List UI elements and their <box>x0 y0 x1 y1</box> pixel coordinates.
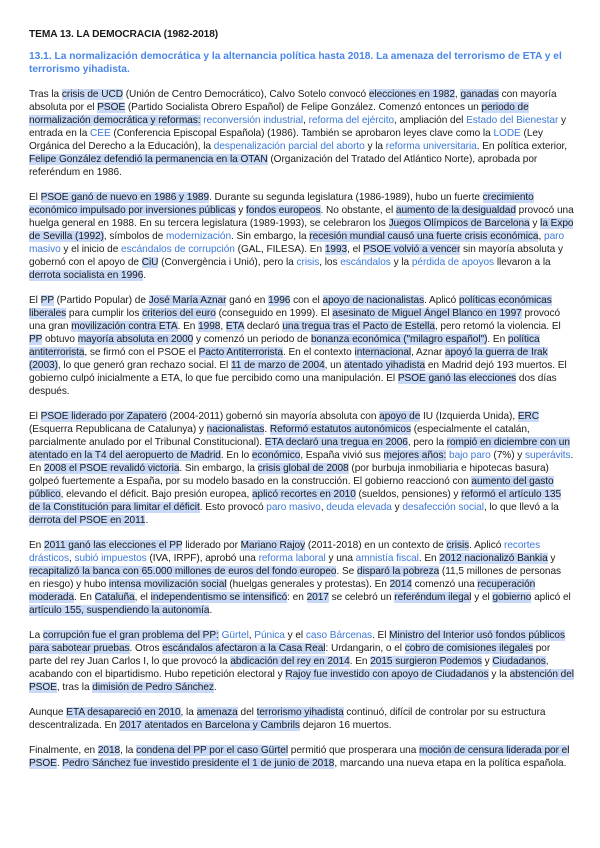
highlighted-text: reformó el artículo 135 de la Constitución para limitar el déficit <box>29 489 562 513</box>
highlighted-text: Felipe González defendió la permanencia en la OTAN <box>29 154 268 165</box>
paragraph-5: En 2011 ganó las elecciones el PP liderado por Mariano Rajoy (2011-2018) en un contexto de crisis. Aplicó recortes drásticos, subió impuestos (IVA, IRPF), aprobó una reforma laboral y una amnistía fiscal. En 2012 nacionalizó Bankia y recapitalizó la banca con 65.000 millones de euros del fondo europeo. Se disparó la pobreza (11,5 millones de personas en riesgo) y hubo intensa movilización social (huelgas generales y protestas). En 2014 comenzó una recuperación moderada. En Cataluña, el independentismo se intensificó: en 2017 se celebró un referéndum ilegal y el gobierno aplicó el artículo 155, suspendiendo la autonomía. <box>29 540 571 616</box>
paragraph-3: El PP (Partido Popular) de José María Aznar ganó en 1996 con el apoyo de nacionalistas. Aplicó políticas económicas liberales para cumplir los criterios del euro (conseguido en 1999). El asesinato de Miguel Ángel Blanco en 1997 provocó una gran movilización contra ETA. En 1998, ETA declaró una tregua tras el Pacto de Estella, pero retomó la violencia. El PP obtuvo mayoría absoluta en 2000 y comenzó un periodo de bonanza económica ("milagro español"). En política antiterrorista, se firmó con el PSOE el Pacto Antiterrorista. En el contexto internacional, Aznar apoyó la guerra de Irak (2003), lo que generó gran rechazo social. El 11 de marzo de 2004, un atentado yihadista en Madrid dejó 193 muertos. El gobierno culpó inicialmente a ETA, lo que fue percibido como una manipulación. El PSOE ganó las elecciones dos días después. <box>29 295 567 397</box>
highlighted-text: cobro de comisiones ilegales <box>404 643 533 654</box>
highlighted-text: recuperación moderada <box>29 579 536 603</box>
paragraph-2: El PSOE ganó de nuevo en 1986 y 1989. Durante su segunda legislatura (1986-1989), hubo un fuerte crecimiento económico impulsado por inversiones públicas y fondos europeos. No obstante, el aumento de la desigualdad provocó una huelga general en 1988. En su tercera legislatura (1989-1993), se celebraron los Juegos Olímpicos de Barcelona y la Expo de Sevilla (1992), símbolos de modernización. Sin embargo, la recesión mundial causó una fuerte crisis económica, paro masivo y el inicio de escándalos de corrupción (GAL, FILESA). En 1993, el PSOE volvió a vencer sin mayoría absoluta y gobernó con el apoyo de CiU (Convergència i Unió), pero la crisis, los escándalos y la pérdida de apoyos llevaron a la derrota socialista en 1996. <box>29 192 574 281</box>
highlighted-text: abdicación del rey en 2014 <box>230 656 350 667</box>
document-title: TEMA 13. LA DEMOCRACIA (1982-2018) <box>29 29 219 40</box>
highlighted-text: política antiterrorista <box>29 334 540 358</box>
highlighted-text: aplicó recortes en 2010 <box>251 489 356 500</box>
highlighted-text: terrorismo yihadista <box>256 707 344 718</box>
highlighted-text: artículo 155, suspendiendo la autonomía <box>29 605 210 616</box>
highlighted-text: crisis global de 2008 <box>257 463 349 474</box>
highlighted-text: PP <box>40 295 54 306</box>
highlighted-text: apoyo de <box>379 411 421 422</box>
highlighted-text: Reformó estatutos autonómicos <box>269 424 411 435</box>
blue-keyword: paro masivo <box>29 231 565 255</box>
highlighted-text: Cataluña <box>94 592 135 603</box>
highlighted-text: condena del PP por el caso Gürtel <box>136 745 289 756</box>
blue-keyword: escándalos <box>340 257 391 268</box>
highlighted-text: CiU <box>141 257 159 268</box>
highlighted-text: ETA desapareció en 2010 <box>66 707 181 718</box>
highlighted-text: apoyo de nacionalistas <box>322 295 425 306</box>
highlighted-text: periodo de normalización democrática y reformas: <box>29 102 529 126</box>
highlighted-text: 1998 <box>198 321 221 332</box>
highlighted-text: movilización contra ETA <box>71 321 178 332</box>
blue-keyword: paro masivo <box>266 502 321 513</box>
highlighted-text: apoyó la guerra de Irak (2003) <box>29 347 548 371</box>
highlighted-text: Ministro del Interior usó fondos públicos para sabotear pruebas <box>29 630 565 654</box>
highlighted-text: Juegos Olímpicos de Barcelona <box>388 218 530 229</box>
highlighted-text: 2008 el PSOE revalidó victoria <box>44 463 180 474</box>
highlighted-text: aumento de la desigualdad <box>395 205 516 216</box>
blue-keyword: reforma del ejército <box>308 115 395 126</box>
section-heading: 13.1. La normalización democrática y la alternancia política hasta 2018. La amenaza del terrorismo de ETA y el terrorismo yihadista. <box>29 51 562 75</box>
highlighted-text: la Expo de Sevilla (1992) <box>29 218 574 242</box>
highlighted-text: una tregua tras el Pacto de Estella <box>282 321 435 332</box>
blue-keyword: Púnica <box>254 630 285 641</box>
blue-keyword: modernización <box>166 231 232 242</box>
highlighted-text: elecciones en 1982 <box>368 89 455 100</box>
blue-keyword: reforma laboral <box>258 553 326 564</box>
highlighted-text: 2014 <box>389 579 412 590</box>
paragraph-8: Finalmente, en 2018, la condena del PP por el caso Gürtel permitió que prosperara una moción de censura liderada por el PSOE. Pedro Sánchez fue investido presidente el 1 de junio de 2018, marcando una nueva etapa en la política española. <box>29 745 570 769</box>
highlighted-text: 2015 surgieron Podemos <box>370 656 482 667</box>
blue-keyword: amnistía fiscal <box>355 553 419 564</box>
highlighted-text: 1993 <box>324 244 348 255</box>
highlighted-text: PSOE ganó las elecciones <box>397 373 517 384</box>
blue-keyword: caso Bárcenas <box>305 630 373 641</box>
highlighted-text: criterios del euro <box>142 308 216 319</box>
highlighted-text: dimisión de Pedro Sánchez <box>92 682 214 693</box>
highlighted-text: 2017 <box>306 592 329 603</box>
highlighted-text: PSOE volvió a vencer <box>363 244 461 255</box>
highlighted-text: económico <box>251 450 301 461</box>
paragraph-1: Tras la crisis de UCD (Unión de Centro Democrático), Calvo Sotelo convocó elecciones en 1982, ganadas con mayoría absoluta por el PSOE (Partido Socialista Obrero Español) de Felipe González. Comenzó entonces un periodo de normalización democrática y reformas: reconversión industrial, reforma del ejército, ampliación del Estado del Bienestar y entrada en la CEE (Conferencia Episcopal Española) (1986). También se aprobaron leyes clave como la LODE (Ley Orgánica del Derecho a la Educación), la despenalización parcial del aborto y la reforma universitaria. En política exterior, Felipe González defendió la permanencia en la OTAN (Organización del Tratado del Atlántico Norte), aprobada por referéndum en 1986. <box>29 89 568 178</box>
highlighted-text: referéndum ilegal <box>394 592 472 603</box>
highlighted-text: internacional <box>354 347 412 358</box>
highlighted-text: ETA declaró una tregua en 2006 <box>264 437 408 448</box>
highlighted-text: 11 de marzo de 2004 <box>230 360 325 371</box>
blue-keyword: bajo paro <box>449 450 491 461</box>
highlighted-text: rompió en diciembre con un atentado en la T4 del aeropuerto de Madrid <box>29 437 570 461</box>
highlighted-text: corrupción fue el gran problema del PP: <box>42 630 219 641</box>
blue-keyword: subió impuestos <box>74 553 147 564</box>
blue-keyword: CEE <box>90 128 111 139</box>
highlighted-text: intensa movilización social <box>108 579 227 590</box>
highlighted-text: crecimiento económico impulsado por inversiones públicas <box>29 192 534 216</box>
blue-keyword: Estado del Bienestar <box>466 115 559 126</box>
blue-keyword: superávits <box>525 450 571 461</box>
document-body <box>29 88 574 770</box>
highlighted-text: PP <box>29 334 43 345</box>
paragraph-4: El PSOE liderado por Zapatero (2004-2011) gobernó sin mayoría absoluta con apoyo de IU (Izquierda Unida), ERC (Esquerra Republicana de Catalunya) y nacionalistas. Reformó estatutos autonómicos (especialmente el catalán, parcialmente anulado por el Tribunal Constitucional). ETA declaró una tregua en 2006, pero la rompió en diciembre con un atentado en la T4 del aeropuerto de Madrid. En lo económico, España vivió sus mejores años: bajo paro (7%) y superávits. En 2008 el PSOE revalidó victoria. Sin embargo, la crisis global de 2008 (por burbuja inmobiliaria e hipotecas basura) golpeó fuertemente a España, por su modelo basado en la construcción. El gobierno reaccionó con aumento del gasto público, elevando el déficit. Bajo presión europea, aplicó recortes en 2010 (sueldos, pensiones) y reformó el artículo 135 de la Constitución para limitar el déficit. Esto provocó paro masivo, deuda elevada y desafección social, lo que llevó a la derrota del PSOE en 2011. <box>29 411 574 526</box>
blue-keyword: escándalos de corrupción <box>121 244 235 255</box>
highlighted-text: Pacto Antiterrorista <box>198 347 283 358</box>
highlighted-text: recesión mundial causó una fuerte crisis económica <box>309 231 539 242</box>
document-page <box>29 29 574 782</box>
blue-keyword: reforma universitaria <box>385 141 477 152</box>
highlighted-text: 2018 <box>97 745 121 756</box>
highlighted-text: Ciudadanos <box>492 656 546 667</box>
highlighted-text: mayoría absoluta en 2000 <box>77 334 194 345</box>
highlighted-text: asesinato de Miguel Ángel Blanco en 1997 <box>332 308 522 319</box>
highlighted-text: gobierno <box>492 592 532 603</box>
blue-keyword: LODE <box>493 128 521 139</box>
blue-keyword: Gürtel <box>221 630 249 641</box>
highlighted-text: 2017 atentados en Barcelona y Cambrils <box>119 720 300 731</box>
highlighted-text: ganadas <box>460 89 499 100</box>
highlighted-text: políticas económicas liberales <box>29 295 552 319</box>
blue-keyword: reconversión industrial <box>203 115 304 126</box>
highlighted-text: bonanza económica ("milagro español") <box>310 334 488 345</box>
highlighted-text: escándalos afectaron a la Casa Real <box>162 643 326 654</box>
highlighted-text: disparó la pobreza <box>357 566 440 577</box>
highlighted-text: derrota del PSOE en 2011 <box>29 515 146 526</box>
highlighted-text: 2012 nacionalizó Bankia <box>439 553 548 564</box>
highlighted-text: nacionalistas <box>206 424 265 435</box>
highlighted-text: amenaza <box>196 707 238 718</box>
highlighted-text: independentismo se intensificó <box>150 592 288 603</box>
highlighted-text: mejores años: <box>383 450 447 461</box>
highlighted-text: ETA <box>225 321 245 332</box>
highlighted-text: PSOE ganó de nuevo en 1986 y 1989 <box>40 192 210 203</box>
paragraph-6: La corrupción fue el gran problema del PP: Gürtel, Púnica y el caso Bárcenas. El Ministro del Interior usó fondos públicos para sabotear pruebas. Otros escándalos afectaron a la Casa Real: Urdangarin, o el cobro de comisiones ilegales por parte del rey Juan Carlos I, lo que provocó la abdicación del rey en 2014. En 2015 surgieron Podemos y Ciudadanos, acabando con el bipartidismo. Hubo repetición electoral y Rajoy fue investido con apoyo de Ciudadanos y la abstención del PSOE, tras la dimisión de Pedro Sánchez. <box>29 630 574 693</box>
blue-keyword: recortes drásticos <box>29 540 541 564</box>
blue-keyword: pérdida de apoyos <box>411 257 495 268</box>
highlighted-text: ERC <box>517 411 540 422</box>
highlighted-text: PSOE <box>97 102 126 113</box>
highlighted-text: PSOE liderado por Zapatero <box>40 411 167 422</box>
highlighted-text: abstención del PSOE <box>29 669 574 693</box>
highlighted-text: moción de censura liderada por el PSOE <box>29 745 570 769</box>
highlighted-text: crisis de UCD <box>61 89 123 100</box>
highlighted-text: crisis <box>446 540 470 551</box>
highlighted-text: 1996 <box>268 295 291 306</box>
highlighted-text: 2011 ganó las elecciones el PP <box>44 540 183 551</box>
paragraph-7: Aunque ETA desapareció en 2010, la amenaza del terrorismo yihadista continuó, difícil de controlar por su estructura descentralizada. En 2017 atentados en Barcelona y Cambrils dejaron 16 muertos. <box>29 707 546 731</box>
highlighted-text: Mariano Rajoy <box>240 540 306 551</box>
highlighted-text: José María Aznar <box>148 295 227 306</box>
blue-keyword: desafección social <box>402 502 484 513</box>
blue-keyword: despenalización parcial del aborto <box>213 141 365 152</box>
highlighted-text: derrota socialista en 1996 <box>29 270 144 281</box>
blue-keyword: deuda elevada <box>326 502 392 513</box>
highlighted-text: fondos europeos <box>246 205 321 216</box>
highlighted-text: Pedro Sánchez fue investido presidente el 1 de junio de 2018 <box>62 758 335 769</box>
blue-keyword: crisis <box>296 257 320 268</box>
highlighted-text: recapitalizó la banca con 65.000 millones de euros del fondo europeo <box>29 566 337 577</box>
highlighted-text: aumento del gasto público <box>29 476 554 500</box>
highlighted-text: Rajoy fue investido con apoyo de Ciudadanos <box>285 669 489 680</box>
highlighted-text: atentado yihadista <box>344 360 426 371</box>
